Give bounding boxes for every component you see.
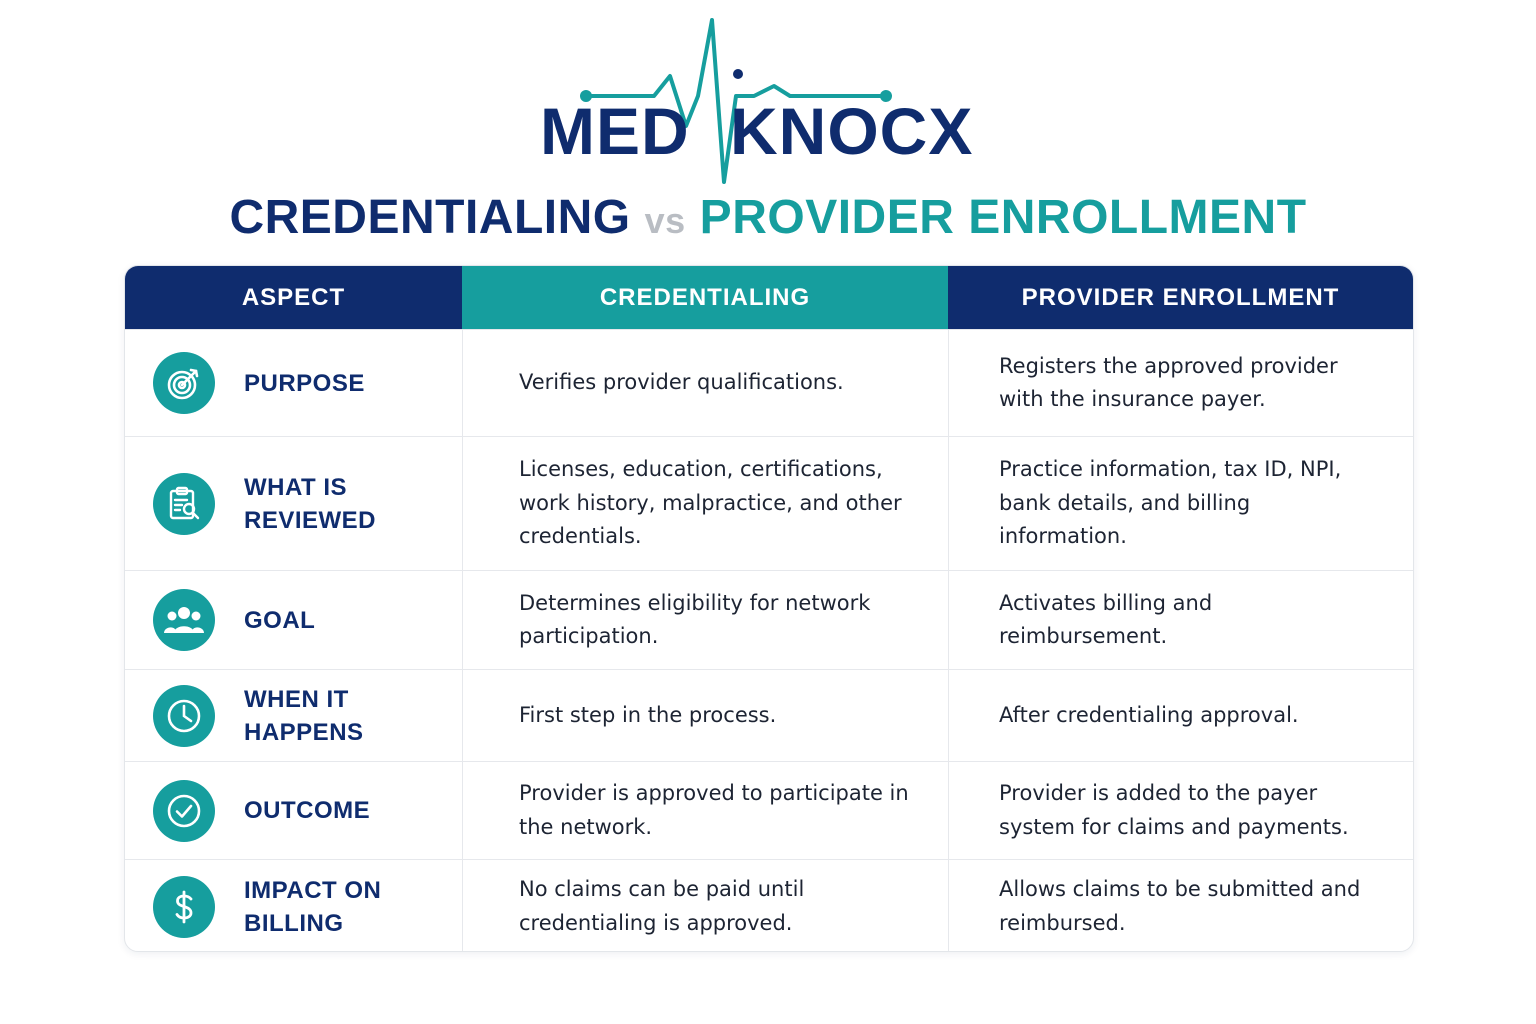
title-vs: vs [644, 200, 686, 241]
enrollment-text: Activates billing and reimbursement. [999, 590, 1213, 648]
aspect-label: PURPOSE [244, 369, 365, 397]
credentialing-text: Determines eligibility for network participation. [519, 590, 871, 648]
group-icon [153, 589, 215, 651]
table-row [125, 859, 1413, 952]
credentialing-cell [462, 330, 948, 436]
target-icon [153, 352, 215, 414]
svg-text:MED: MED [540, 94, 690, 168]
header-provider-enrollment: PROVIDER ENROLLMENT [948, 266, 1413, 329]
enrollment-cell [948, 670, 1413, 761]
table-row [125, 436, 1413, 570]
medknocx-logo [530, 14, 1010, 192]
enrollment-cell [948, 571, 1413, 669]
clipboard-search-icon [153, 473, 215, 535]
table-header-row [125, 266, 1413, 329]
enrollment-cell [948, 860, 1413, 952]
page-title [0, 188, 1536, 251]
aspect-cell [125, 437, 462, 570]
aspect-label: WHAT IS REVIEWED [244, 473, 377, 534]
check-circle-icon [153, 780, 215, 842]
credentialing-cell [462, 860, 948, 952]
credentialing-text: Provider is approved to participate in the network. [519, 781, 909, 839]
title-provider-enrollment: PROVIDER ENROLLMENT [699, 191, 1307, 244]
credentialing-text: First step in the process. [519, 702, 777, 727]
credentialing-cell [462, 670, 948, 761]
aspect-cell [125, 762, 462, 859]
table-row [125, 669, 1413, 761]
enrollment-text: After credentialing approval. [999, 702, 1299, 727]
aspect-cell [125, 670, 462, 761]
credentialing-cell [462, 571, 948, 669]
aspect-label: WHEN IT HAPPENS [244, 685, 364, 746]
dollar-icon [153, 876, 215, 938]
enrollment-text: Practice information, tax ID, NPI, bank details, and billing information. [999, 457, 1342, 549]
header-credentialing: CREDENTIALING [462, 266, 948, 329]
table-row [125, 570, 1413, 669]
table-row [125, 761, 1413, 859]
clock-icon [153, 685, 215, 747]
enrollment-cell [948, 330, 1413, 436]
credentialing-text: Verifies provider qualifications. [519, 370, 844, 395]
credentialing-text: No claims can be paid until credentialing is approved. [519, 877, 805, 935]
aspect-label: IMPACT ON BILLING [244, 876, 382, 937]
comparison-table [124, 265, 1414, 952]
aspect-label: GOAL [244, 606, 316, 634]
credentialing-cell [462, 762, 948, 859]
table-row [125, 329, 1413, 436]
logo [530, 14, 1010, 192]
svg-text:KNOCX: KNOCX [730, 94, 974, 168]
aspect-label: OUTCOME [244, 797, 371, 824]
title-credentialing: CREDENTIALING [229, 191, 631, 244]
credentialing-cell [462, 437, 948, 570]
enrollment-text: Allows claims to be submitted and reimbursed. [999, 877, 1361, 935]
aspect-cell [125, 330, 462, 436]
header-aspect: ASPECT [125, 266, 462, 329]
enrollment-text: Provider is added to the payer system for claims and payments. [999, 781, 1349, 839]
credentialing-text: Licenses, education, certifications, work history, malpractice, and other credentials. [519, 457, 902, 549]
aspect-cell [125, 860, 462, 952]
enrollment-cell [948, 437, 1413, 570]
enrollment-text: Registers the approved provider with the insurance payer. [999, 353, 1338, 411]
enrollment-cell [948, 762, 1413, 859]
aspect-cell [125, 571, 462, 669]
